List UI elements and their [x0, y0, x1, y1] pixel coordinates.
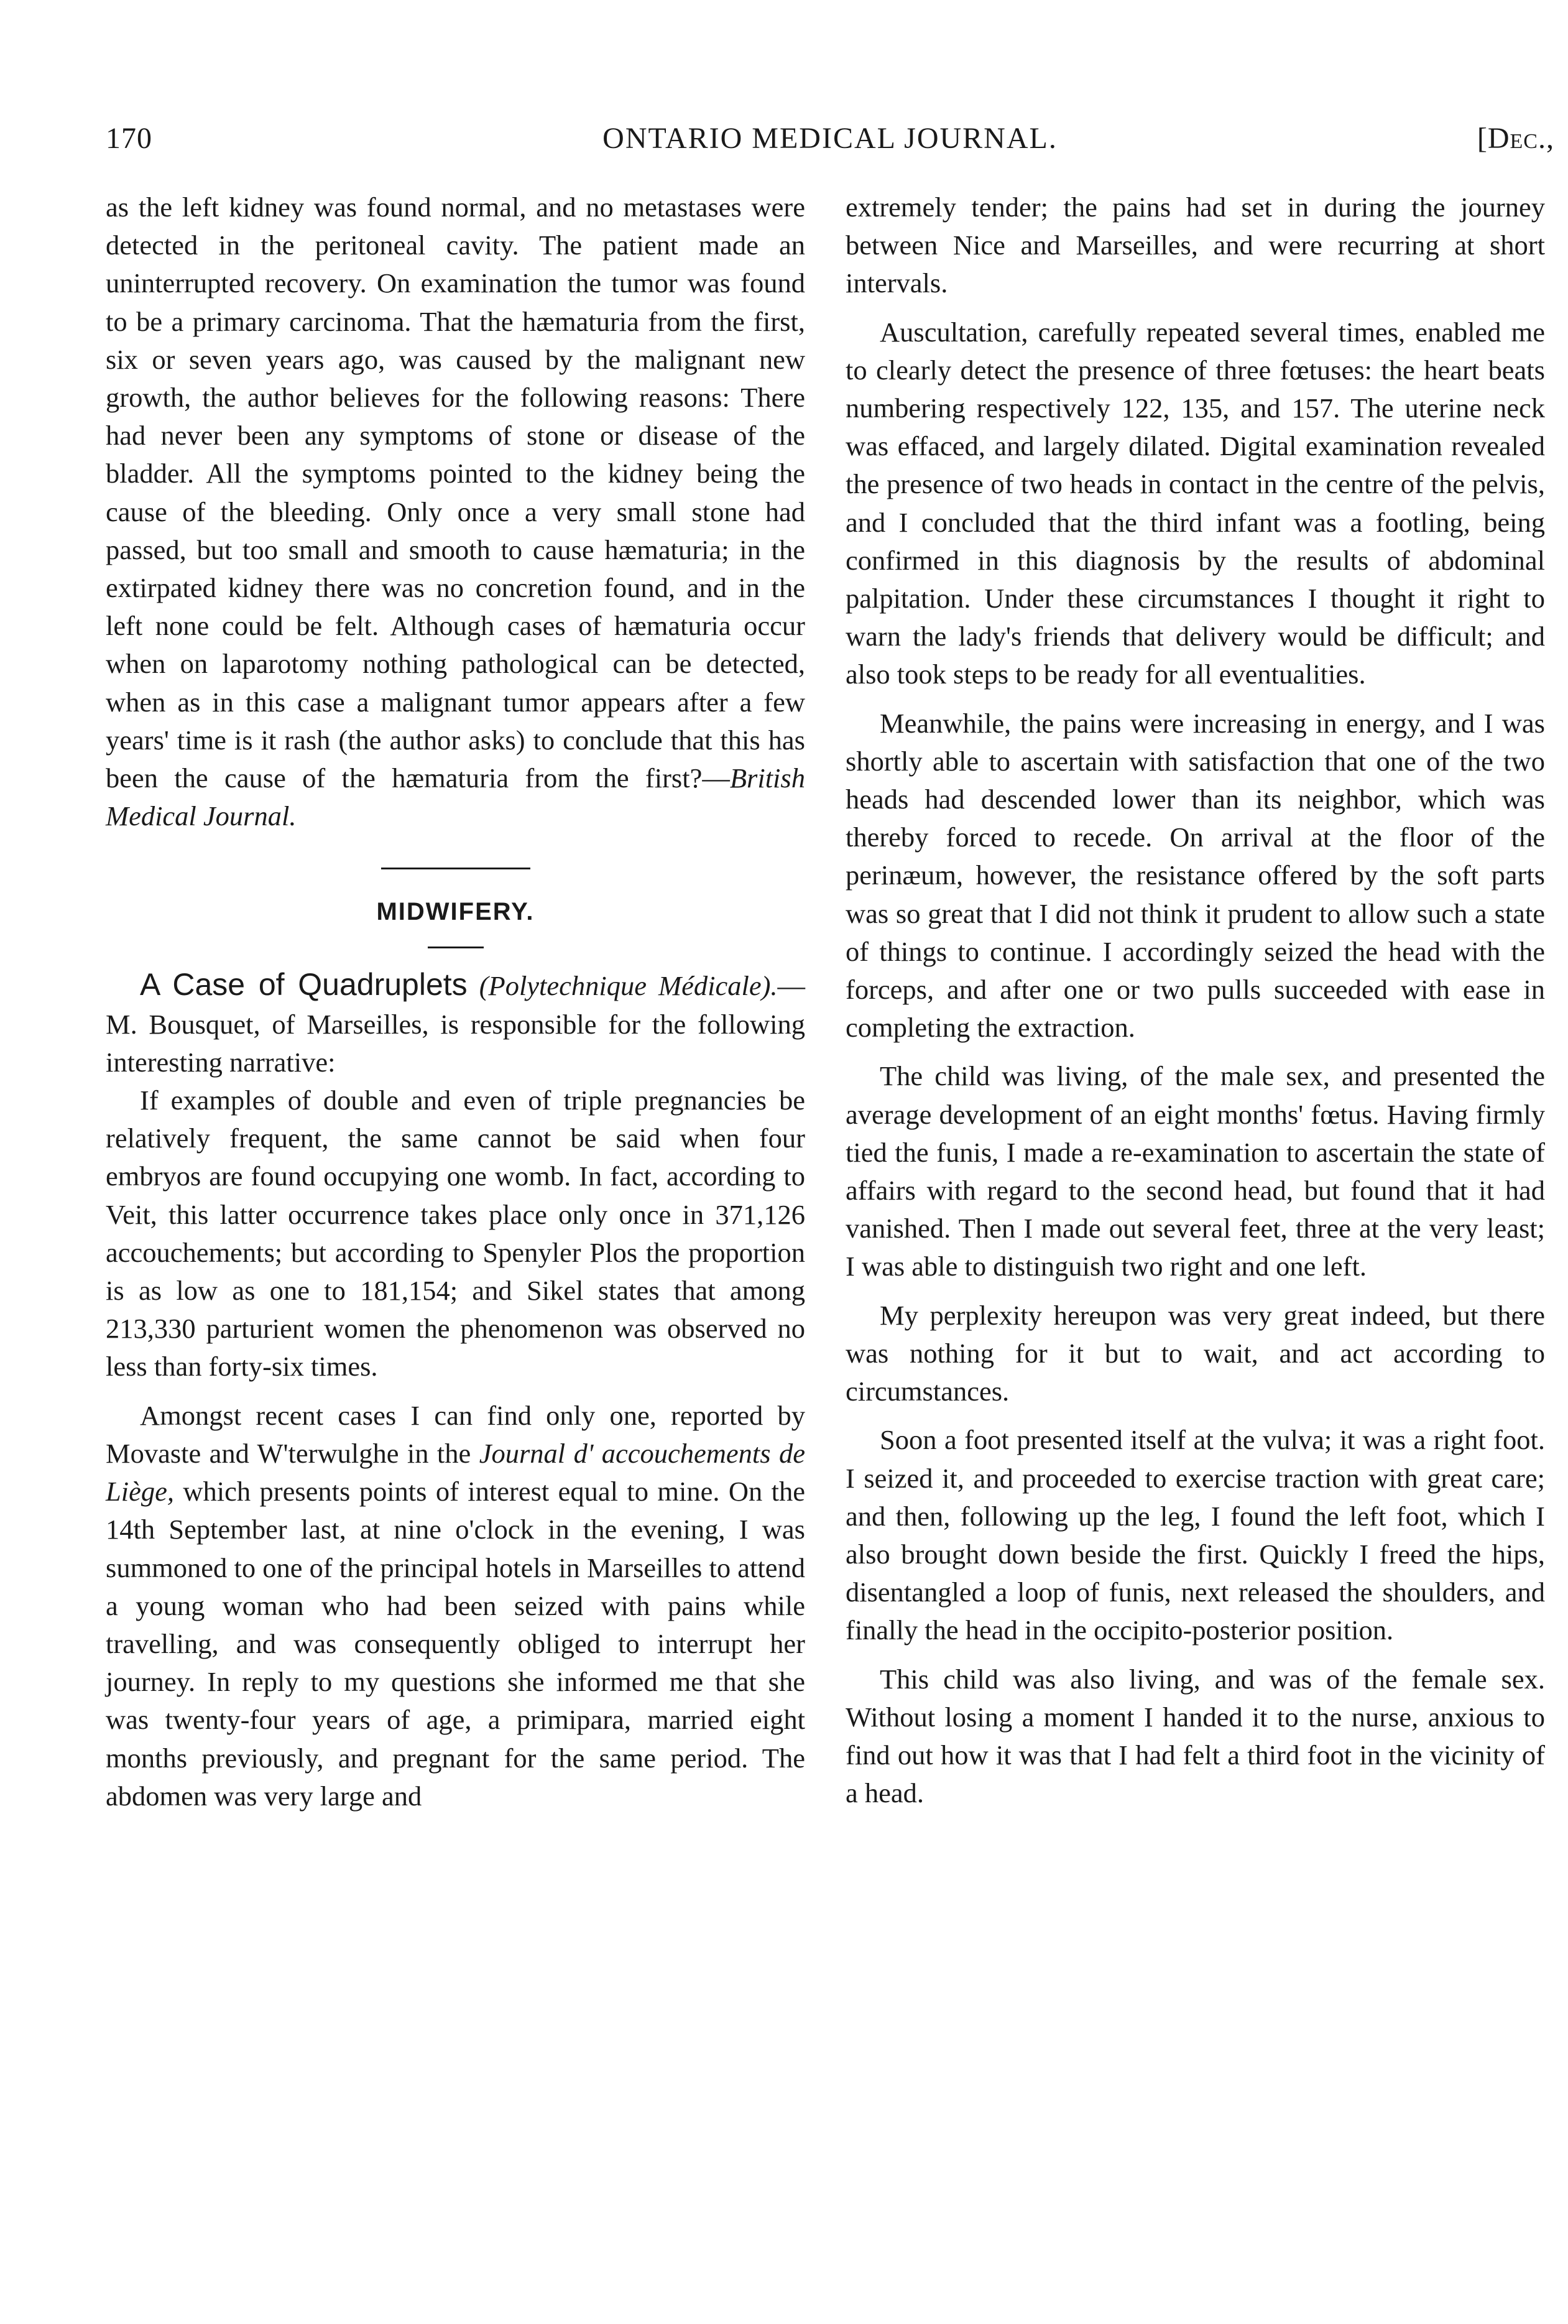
section-heading: MIDWIFERY. [376, 898, 535, 926]
paragraph-continued [106, 188, 805, 835]
paragraph: The child was living, of the male sex, and presented the average development of an eight months' fœtus. Having firmly tied the funis, I made a re-examination to ascertain the state of affairs with regard to the second head, but found that it had vanished. Then I made out several feet, three at the very least; I was able to distinguish two right and one left. [846, 1060, 1545, 1282]
paragraph-continued: extremely tender; the pains had set in during the journey between Nice and Marseilles, and were recurring at short intervals. [846, 192, 1545, 299]
article-title: A Case of Quadruplets [140, 967, 468, 1002]
section-divider [381, 868, 530, 869]
paragraph-text: which presents points of interest equal to mine. On the 14th September last, at nine o'clock in the evening, I was summoned to one of the principal hotels in Marseilles to attend a young woman who had been seized with pains while travelling, and was consequently obliged to interrupt her journey. In reply to my questions she informed me that she was twenty-four years of age, a primipara, married eight months previously, and pregnant for the same period. The abdomen was very large and [106, 1476, 805, 1812]
paragraph: This child was also living, and was of the female sex. Without losing a moment I handed it to the nurse, anxious to find out how it was that I had felt a third foot in the vicinity of a head. [846, 1663, 1545, 1809]
journal-page [106, 121, 1554, 1812]
paragraph [106, 1397, 805, 1815]
source-citation: British Medical Journal. [106, 762, 805, 832]
paragraph: My perplexity hereupon was very great indeed, but there was nothing for it but to wait, and act according to circumstances. [846, 1299, 1545, 1407]
right-column [846, 188, 1545, 1812]
left-column [106, 188, 805, 1815]
heading-divider [428, 947, 484, 948]
journal-citation: Journal d' accouchements de Liège, [106, 1437, 805, 1507]
running-head [106, 121, 1554, 171]
paragraph: Auscultation, carefully repeated several times, enabled me to clearly detect the presence of three fœtuses: the heart beats numbering respectively 122, 135, and 157. The uterine neck was effaced, and largely dilated. Digital examination revealed the presence of two heads in contact in the centre of the pelvis, and I concluded that the third infant was a footling, being confirmed in this diagnosis by the results of abdominal palpitation. Under these circumstances I thought it right to warn the lady's friends that delivery would be difficult; and also took steps to be ready for all eventualities. [846, 316, 1545, 690]
article-opening [106, 966, 805, 1081]
journal-title: ONTARIO MEDICAL JOURNAL. [602, 122, 1058, 155]
article-intro: —M. Bousquet, of Marseilles, is responsible for the following interesting narrative: [106, 970, 806, 1078]
paragraph: Meanwhile, the pains were increasing in energy, and I was shortly able to ascertain with satisfaction that one of the two heads had descended lower than its neighbor, which was thereby forced to recede. On arrival at the floor of the perinæum, however, the resistance offered by the soft parts was so great that I did not think it prudent to allow such a state of things to continue. I accordingly seized the head with the forceps, and after one or two pulls succeeded with ease in completing the extraction. [846, 707, 1545, 1044]
paragraph-text: as the left kidney was found normal, and no metastases were detected in the peritoneal cavity. The patient made an uninterrupted recovery. On examination the tumor was found to be a primary carcinoma. That the hæmaturia from the first, six or seven years ago, was caused by the malignant new growth, the author believes for the following reasons: There had never been any symptoms of stone or disease of the bladder. All the symptoms pointed to the kidney being the cause of the bleeding. Only once a very small stone had passed, but too small and smooth to cause hæmaturia; in the extirpated kidney there was no concretion found, and in the left none could be felt. Although cases of hæmaturia occur when on laparotomy nothing pathological can be detected, when as in this case a malignant tumor appears after a few years' time is it rash (the author asks) to conclude that this has been the cause of the hæmaturia from the first?— [106, 192, 805, 794]
page-number: 170 [106, 122, 152, 155]
paragraph: If examples of double and even of triple pregnancies be relatively frequent, the same cannot be said when four embryos are found occupying one womb. In fact, according to Veit, this latter occurrence takes place only once in 371,126 accouchements; but according to Spenyler Plos the proportion is as low as one to 181,154; and Sikel states that among 213,330 parturient women the phenomenon was observed no less than forty-six times. [106, 1085, 805, 1382]
paragraph-text: Amongst recent cases I can find only one, reported by Movaste and W'terwulghe in the [106, 1399, 805, 1469]
issue-month: [Dec., [1477, 122, 1554, 155]
paragraph: Soon a foot presented itself at the vulva; it was a right foot. I seized it, and proceeded to exercise traction with great care; and then, following up the leg, I found the left foot, which I also brought down beside the first. Quickly I freed the hips, disentangled a loop of funis, next released the shoulders, and finally the head in the occipito-posterior position. [846, 1424, 1545, 1646]
article-source: (Polytechnique Médicale). [479, 970, 778, 1002]
